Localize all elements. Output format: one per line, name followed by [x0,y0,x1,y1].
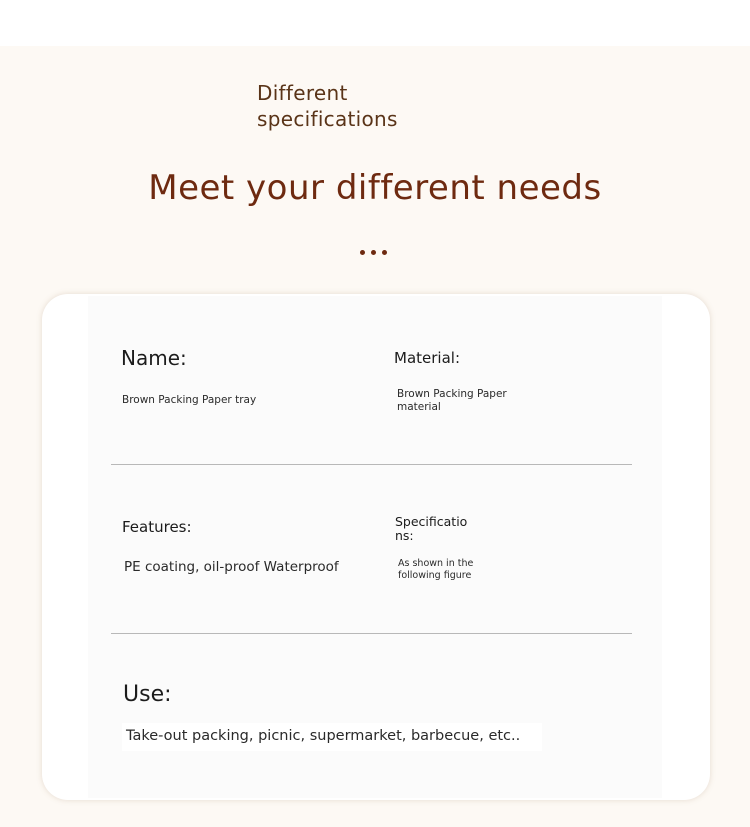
top-white-strip [0,0,750,46]
page-headline: Meet your different needs [148,168,602,208]
subtitle-line-1: Different [257,81,348,105]
use-label: Use: [123,682,172,707]
specifications-value [398,558,473,582]
specifications-label [395,515,467,543]
specifications-label-line-1: Specificatio [395,514,468,529]
features-value: PE coating, oil-proof Waterproof [124,559,339,575]
material-value-line-1: Brown Packing Paper [397,388,507,400]
material-label: Material: [394,349,460,367]
name-value: Brown Packing Paper tray [122,394,257,406]
specifications-label-line-2: ns: [395,528,414,543]
subtitle-line-2: specifications [257,107,398,131]
name-label: Name: [121,346,187,370]
row-divider-1 [111,464,632,465]
material-value [397,388,507,414]
features-label: Features: [122,518,192,536]
row-divider-2 [111,633,632,634]
specifications-value-line-2: following figure [398,570,472,581]
section-subtitle [257,80,398,132]
use-value: Take-out packing, picnic, supermarket, barbecue, etc.. [126,728,521,744]
material-value-line-2: material [397,401,441,413]
ellipsis-dots-icon [360,250,390,256]
specifications-value-line-1: As shown in the [398,558,474,569]
